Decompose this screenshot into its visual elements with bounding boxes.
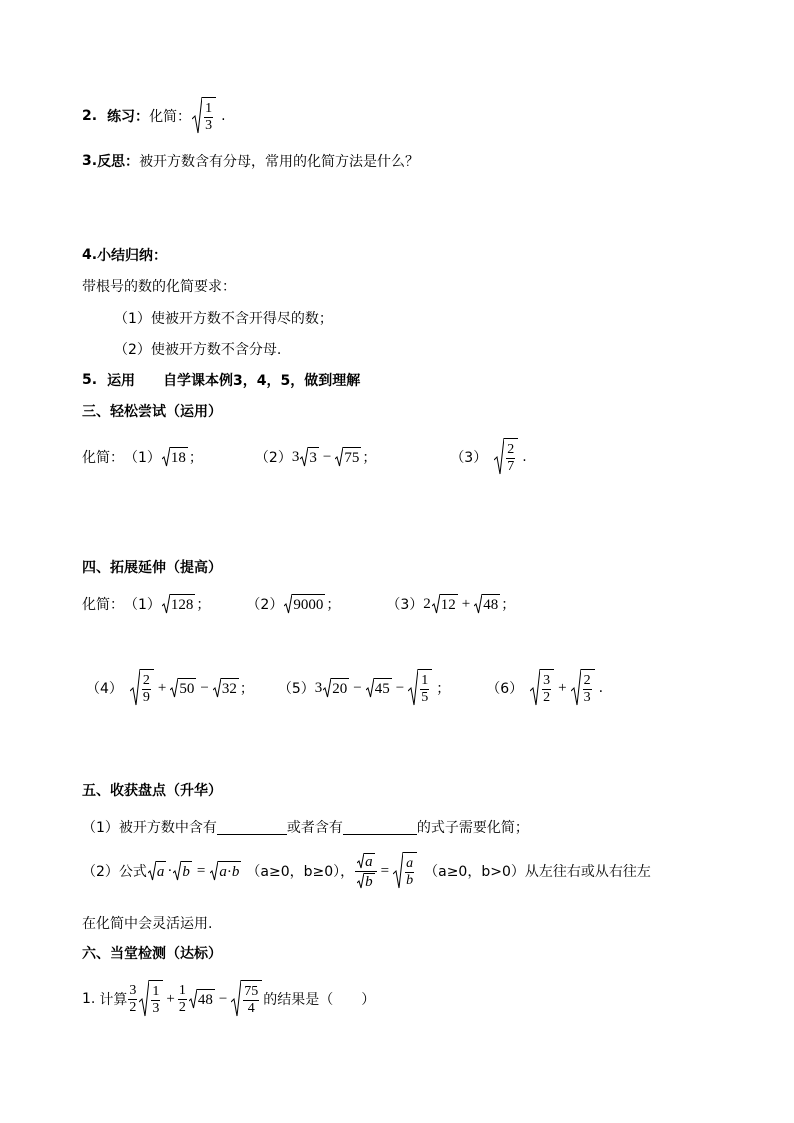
fraction-numerator: 1	[178, 982, 186, 998]
radicand: a	[365, 853, 373, 870]
fraction-denominator: 3	[583, 689, 591, 705]
radical-sign-icon	[210, 861, 218, 881]
operator: −	[353, 679, 362, 696]
s4-p3-label: （3）	[386, 597, 424, 613]
radical-sign-icon	[357, 873, 364, 889]
s4-p2-end: ；	[326, 597, 341, 613]
fraction-numerator: 1	[421, 672, 429, 688]
section-5-q2-line2: 在化简中会灵活运用.	[82, 916, 213, 932]
radical-b	[357, 873, 375, 890]
radical-50	[170, 678, 196, 698]
reflection-text: 被开方数含有分母，常用的化简方法是什么？	[139, 154, 420, 170]
fraction-denominator: 9	[142, 689, 150, 705]
radical-sign-icon	[162, 447, 170, 467]
radicand: 18	[170, 447, 188, 467]
radical-a-dot-b	[210, 861, 241, 881]
radical-32	[213, 678, 239, 698]
radicand: 20	[331, 678, 349, 698]
s4-p1-label: （1）	[124, 597, 161, 613]
s5-q2-condition-2: （a≥0，b>0）从左往右或从右往左	[424, 864, 651, 880]
radical-9000	[284, 594, 325, 614]
summary-number: 4.	[82, 247, 98, 263]
s4-p5-end: ；	[436, 681, 451, 697]
s3-p2-label: （2）	[254, 450, 292, 466]
summary-heading	[82, 244, 167, 266]
radicand-b: b	[231, 863, 240, 880]
section-6-q1	[82, 976, 375, 1022]
dot-operator: ·	[167, 862, 173, 879]
fraction-numerator: 3	[129, 982, 137, 998]
radical-3	[300, 447, 319, 467]
operator: −	[218, 990, 228, 1007]
fraction-numerator: 3	[543, 672, 551, 688]
radical-sign-icon	[335, 447, 343, 467]
s5-q1-text-c: 的式子需要化简；	[416, 820, 529, 836]
radicand: 50	[178, 678, 196, 698]
section-5-q1	[82, 816, 529, 838]
practice-title: 练习：	[107, 109, 150, 125]
fraction-numerator: a	[406, 855, 414, 871]
radicand: a	[156, 861, 167, 881]
radical-a	[148, 861, 167, 881]
section-3-label: 化简：	[82, 450, 124, 466]
radical-75	[335, 447, 361, 467]
s3-p3-label: （3）	[450, 450, 488, 466]
fill-blank-2[interactable]	[343, 820, 417, 835]
radicand: 128	[170, 594, 196, 614]
section-4-label: 化简：	[82, 597, 124, 613]
s4-p4-label: （4）	[86, 681, 123, 697]
operator: +	[166, 990, 175, 1007]
s3-p1-label: （1）	[124, 450, 161, 466]
fraction-numerator: 1	[205, 100, 213, 116]
operator: −	[395, 679, 405, 696]
summary-title: 小结归纳：	[97, 248, 168, 264]
radical-sign-icon	[474, 594, 482, 614]
reflection-number: 3.	[82, 153, 98, 169]
practice-line	[82, 96, 226, 136]
fraction-numerator: 2	[583, 672, 591, 688]
section-5-q2	[82, 848, 651, 894]
section-5-heading: 五、收获盘点（升华）	[82, 783, 222, 799]
apply-number: 5.	[82, 372, 98, 388]
radical-45	[366, 678, 392, 698]
fraction-denominator: 5	[421, 689, 429, 705]
q1-end-text: 的结果是（ ）	[263, 992, 376, 1008]
s4-p5-label: （5）	[277, 681, 315, 697]
fraction-denominator: 2	[543, 689, 551, 705]
radical-sign-icon	[393, 852, 403, 890]
q1-text: 计算	[99, 992, 128, 1008]
s5-q2-text: （2）公式	[82, 864, 147, 880]
s3-p1-end: ；	[188, 450, 203, 466]
apply-text: 自学课本例3，4，5，做到理解	[163, 373, 361, 389]
apply-line	[82, 369, 360, 391]
reflection-line	[82, 150, 419, 172]
fraction-numerator: 75	[244, 983, 259, 999]
s4-p6-end: .	[598, 680, 604, 696]
radical-sign-icon	[139, 980, 149, 1018]
apply-title: 运用	[107, 373, 136, 389]
s3-p2-end: ；	[362, 450, 377, 466]
radical-sign-icon	[357, 853, 364, 869]
radicand: 32	[221, 678, 239, 698]
radical-one-fifth	[408, 669, 432, 707]
coefficient: 2	[423, 595, 431, 612]
section-4-row-2	[86, 666, 603, 710]
radical-b	[173, 861, 192, 881]
operator: +	[157, 679, 167, 696]
operator: +	[461, 595, 471, 612]
radical-48	[474, 594, 500, 614]
fraction-numerator: 2	[142, 672, 150, 688]
radical-20	[323, 678, 349, 698]
s4-p3-end: ；	[501, 597, 516, 613]
operator: −	[200, 679, 209, 696]
fraction-sqrt-a-over-sqrt-b	[355, 853, 377, 890]
section-3-problems	[82, 436, 527, 478]
fraction-denominator: 2	[129, 999, 137, 1015]
fraction-denominator: b	[406, 872, 414, 888]
summary-item-2: （2）使被开方数不含分母.	[114, 342, 282, 358]
equals: =	[196, 862, 206, 879]
section-6-heading: 六、当堂检测（达标）	[82, 946, 222, 962]
radical-sign-icon	[432, 594, 440, 614]
radicand: 45	[374, 678, 392, 698]
fraction-denominator: 7	[507, 458, 515, 474]
fraction-denominator: 3	[152, 1000, 160, 1016]
radical-sign-icon	[170, 678, 178, 698]
radical-sign-icon	[408, 669, 418, 707]
s5-q1-text-b: 或者含有	[286, 820, 343, 836]
radicand: 9000	[292, 594, 325, 614]
radical-75-over-4	[231, 980, 262, 1018]
fill-blank-1[interactable]	[217, 820, 287, 835]
radical-sign-icon	[231, 980, 241, 1018]
fraction-one-half	[178, 984, 187, 1015]
section-3-heading: 三、轻松尝试（运用）	[82, 404, 222, 420]
s4-p1-end: ；	[196, 597, 211, 613]
radicand: 3	[308, 447, 319, 467]
radical-sign-icon	[571, 669, 581, 707]
radicand: 12	[440, 594, 458, 614]
radical-a-over-b	[393, 852, 417, 890]
fraction-three-halves	[128, 984, 137, 1015]
fraction-denominator: 3	[205, 117, 213, 133]
radicand-a: a	[219, 863, 227, 880]
radical-sign-icon	[173, 861, 181, 881]
dot-operator: ·	[226, 863, 232, 880]
radical-sign-icon	[213, 678, 221, 698]
radical-two-sevenths	[494, 438, 518, 476]
radicand: b	[365, 873, 373, 890]
radical-one-third	[139, 980, 163, 1018]
radical-48	[189, 989, 215, 1009]
radical-two-thirds	[571, 669, 595, 707]
s4-p2-label: （2）	[246, 597, 284, 613]
fraction-denominator: 2	[178, 999, 186, 1015]
radical-sign-icon	[162, 594, 170, 614]
radicand: 48	[482, 594, 500, 614]
radical-sign-icon	[323, 678, 331, 698]
coefficient: 3	[291, 448, 300, 465]
radical-two-ninths	[130, 669, 154, 707]
equals: =	[380, 862, 390, 879]
s4-p4-end: ；	[239, 681, 254, 697]
practice-end: .	[221, 108, 226, 124]
fraction-denominator: 4	[247, 1000, 255, 1016]
fraction-numerator: 2	[507, 441, 515, 457]
s3-p3-end: .	[522, 449, 527, 465]
q1-number: 1.	[82, 991, 96, 1007]
radical-sign-icon	[130, 669, 140, 707]
radical-sign-icon	[366, 678, 374, 698]
radicand: 75	[343, 447, 361, 467]
summary-intro: 带根号的数的化简要求：	[82, 279, 236, 295]
radical-sign-icon	[189, 989, 197, 1009]
operator: −	[322, 448, 332, 465]
radical-a	[357, 853, 375, 870]
fraction-numerator: 1	[152, 983, 160, 999]
radical-128	[162, 594, 196, 614]
reflection-title: 反思：	[97, 154, 140, 170]
s4-p6-label: （6）	[486, 681, 524, 697]
radical-one-third	[192, 97, 216, 135]
practice-text: 化简：	[149, 109, 192, 125]
radical-sign-icon	[300, 447, 308, 467]
radical-sign-icon	[284, 594, 292, 614]
operator: +	[558, 679, 567, 696]
radical-sign-icon	[530, 669, 540, 707]
radical-sign-icon	[148, 861, 156, 881]
radical-18	[162, 447, 188, 467]
radical-sign-icon	[192, 97, 202, 135]
radical-three-halves	[530, 669, 554, 707]
summary-item-1: （1）使被开方数不含开得尽的数；	[114, 311, 333, 327]
radicand: b	[181, 861, 192, 881]
section-4-row-1	[82, 592, 515, 616]
section-4-heading: 四、拓展延伸（提高）	[82, 560, 222, 576]
coefficient: 3	[314, 679, 323, 696]
practice-number: 2.	[82, 108, 98, 124]
s5-q1-text-a: （1）被开方数中含有	[82, 820, 217, 836]
radicand: 48	[197, 989, 215, 1009]
s5-q2-condition-1: （a≥0，b≥0），	[246, 864, 355, 880]
radical-12	[432, 594, 458, 614]
radical-sign-icon	[494, 438, 504, 476]
